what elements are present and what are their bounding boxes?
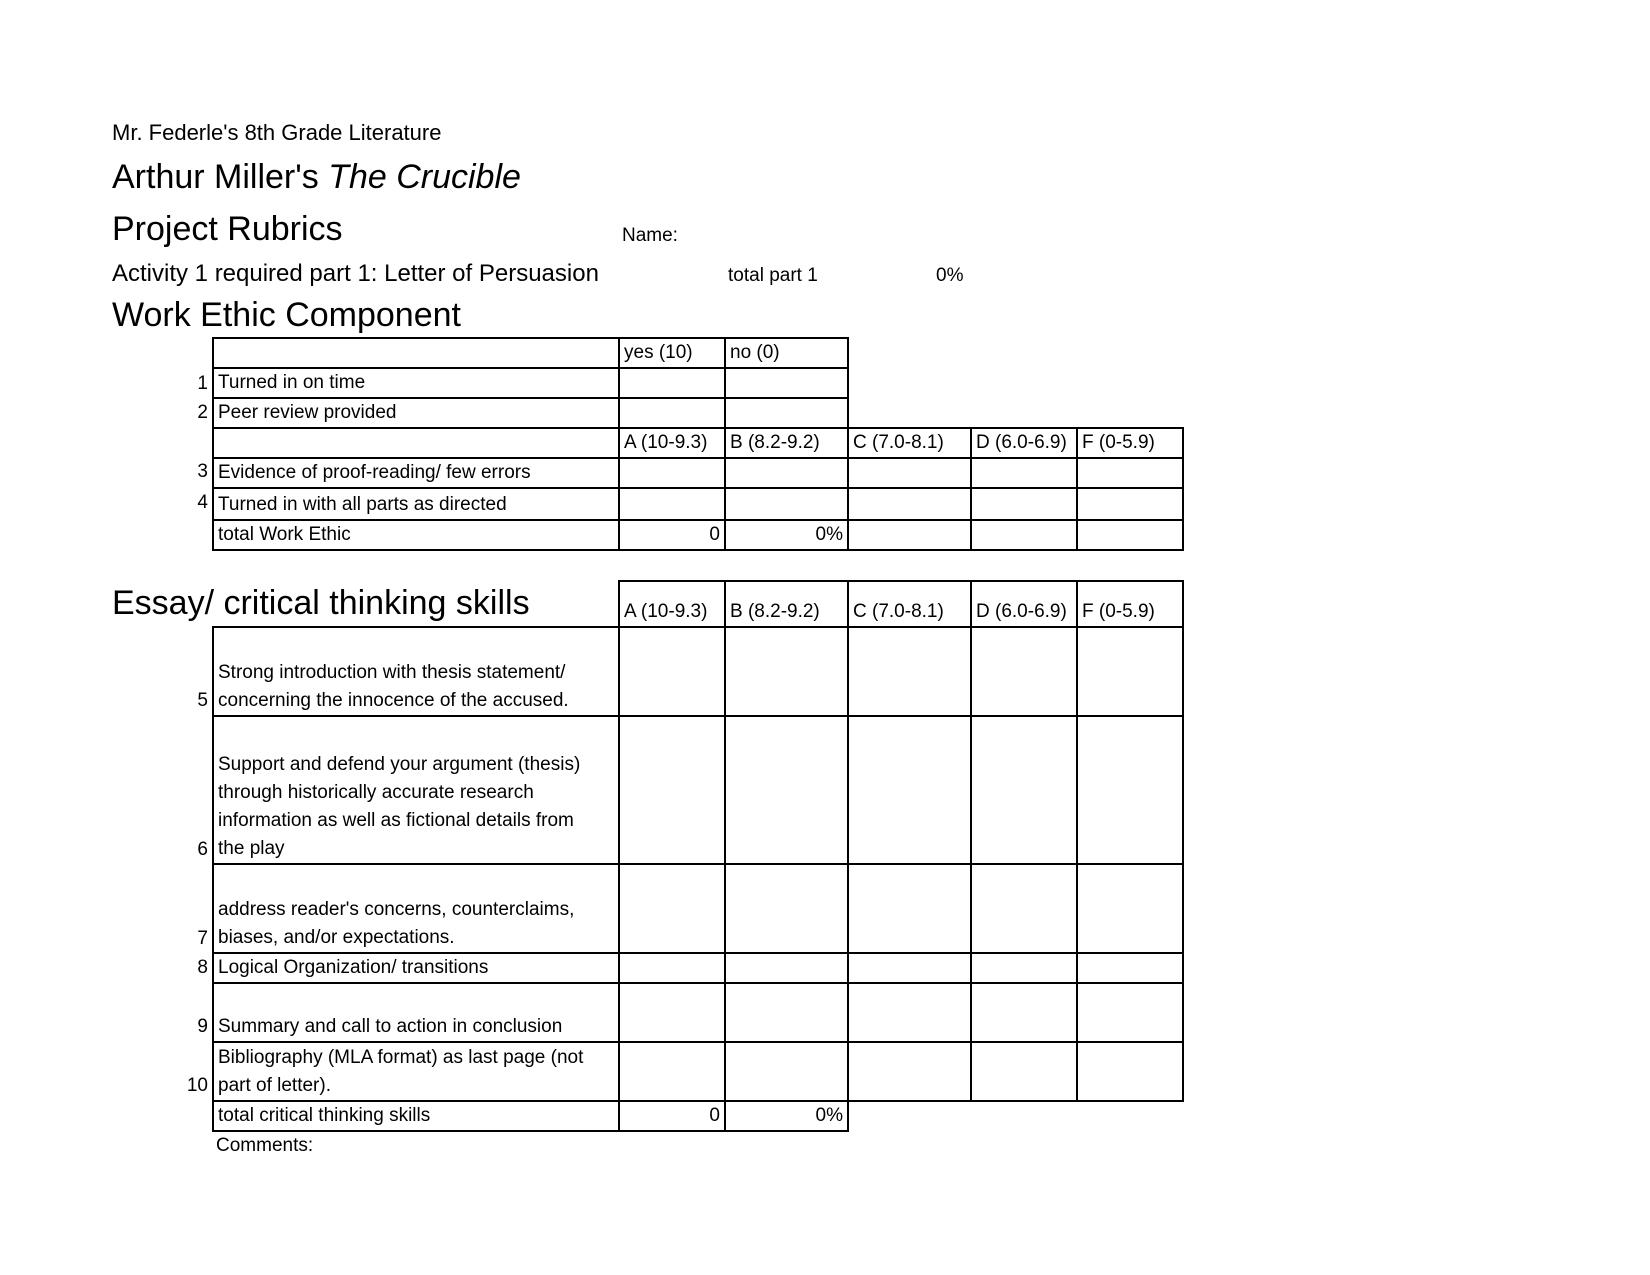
score-cell[interactable] <box>725 398 848 428</box>
grade-header: C (7.0-8.1) <box>848 428 971 458</box>
score-cell[interactable] <box>848 983 971 1042</box>
score-cell[interactable] <box>971 627 1077 716</box>
table-row <box>213 398 1183 428</box>
score-cell[interactable] <box>619 458 725 488</box>
criterion-label <box>213 864 619 953</box>
score-cell[interactable] <box>1077 864 1183 953</box>
criterion-line: part of letter). <box>218 1075 331 1096</box>
criterion-line: Bibliography (MLA format) as last page (not <box>218 1047 584 1068</box>
table-row <box>213 1042 1183 1101</box>
criterion-label <box>213 1042 619 1101</box>
score-cell[interactable] <box>725 368 848 398</box>
grade-header: D (6.0-6.9) <box>971 581 1077 627</box>
score-cell[interactable] <box>848 627 971 716</box>
table-cell <box>213 428 619 458</box>
page-title <box>112 160 521 194</box>
table-row <box>213 520 1183 550</box>
table-row <box>213 716 1183 864</box>
score-cell[interactable] <box>1077 627 1183 716</box>
subtitle: Project Rubrics <box>112 210 343 248</box>
score-cell[interactable] <box>725 983 848 1042</box>
table-cell <box>213 338 619 368</box>
table-row <box>213 1101 1183 1131</box>
criterion-label: Turned in on time <box>213 368 619 398</box>
criterion-label <box>213 627 619 716</box>
score-cell[interactable] <box>725 488 848 520</box>
table-row <box>213 627 1183 716</box>
score-cell[interactable] <box>619 368 725 398</box>
row-number: 1 <box>197 373 208 394</box>
score-cell[interactable] <box>848 1042 971 1101</box>
table-cell <box>1077 520 1183 550</box>
criterion-line: through historically accurate research <box>218 782 534 803</box>
table-cell <box>848 520 971 550</box>
score-cell[interactable] <box>1077 488 1183 520</box>
table-row <box>619 581 1183 627</box>
score-cell[interactable] <box>848 716 971 864</box>
score-cell[interactable] <box>619 488 725 520</box>
title-prefix: Arthur Miller's <box>112 158 329 196</box>
grade-header: D (6.0-6.9) <box>971 428 1077 458</box>
row-number: 2 <box>197 402 208 423</box>
criterion-line: Strong introduction with thesis statement/ <box>218 662 566 683</box>
criterion-label: Logical Organization/ transitions <box>213 953 619 983</box>
grade-header: F (0-5.9) <box>1077 428 1183 458</box>
row-number: 6 <box>197 839 208 860</box>
criterion-line: information as well as fictional details from <box>218 810 574 831</box>
essay-heading: Essay/ critical thinking skills <box>112 584 530 622</box>
grade-header: A (10-9.3) <box>619 428 725 458</box>
score-cell[interactable] <box>848 953 971 983</box>
name-label: Name: <box>622 225 678 246</box>
grade-header: B (8.2-9.2) <box>725 581 848 627</box>
total-points: 0 <box>619 520 725 550</box>
score-cell[interactable] <box>619 1042 725 1101</box>
score-cell[interactable] <box>619 398 725 428</box>
comments-label: Comments: <box>216 1135 314 1156</box>
total-points: 0 <box>619 1101 725 1131</box>
score-cell[interactable] <box>619 953 725 983</box>
score-cell[interactable] <box>619 864 725 953</box>
score-cell[interactable] <box>725 1042 848 1101</box>
course-title: Mr. Federle's 8th Grade Literature <box>112 120 442 145</box>
score-cell[interactable] <box>848 458 971 488</box>
criterion-line: biases, and/or expectations. <box>218 927 455 948</box>
row-number: 3 <box>197 461 208 482</box>
table-row <box>213 488 1183 520</box>
criterion-label: Turned in with all parts as directed <box>213 488 619 520</box>
score-cell[interactable] <box>971 458 1077 488</box>
criterion-label: Summary and call to action in conclusion <box>213 983 619 1042</box>
score-cell[interactable] <box>1077 716 1183 864</box>
row-number: 10 <box>186 1075 208 1096</box>
criterion-line: concerning the innocence of the accused. <box>218 690 569 711</box>
score-cell[interactable] <box>725 953 848 983</box>
score-cell[interactable] <box>619 627 725 716</box>
score-cell[interactable] <box>971 953 1077 983</box>
grade-header: F (0-5.9) <box>1077 581 1183 627</box>
table-row <box>213 953 1183 983</box>
criterion-line: the play <box>218 838 285 859</box>
grade-header: A (10-9.3) <box>619 581 725 627</box>
row-number: 9 <box>197 1016 208 1037</box>
criterion-label: Evidence of proof-reading/ few errors <box>213 458 619 488</box>
table-row <box>213 338 1183 368</box>
activity-title: Activity 1 required part 1: Letter of Persuasion <box>112 260 599 287</box>
title-italic: The Crucible <box>328 158 521 196</box>
yes-header: yes (10) <box>619 338 725 368</box>
score-cell[interactable] <box>971 1042 1077 1101</box>
total-label: total critical thinking skills <box>213 1101 619 1131</box>
score-cell[interactable] <box>971 864 1077 953</box>
score-cell[interactable] <box>725 458 848 488</box>
work-ethic-table <box>212 337 1184 551</box>
table-row <box>213 428 1183 458</box>
criterion-label <box>213 716 619 864</box>
total-percent: 0% <box>725 1101 848 1131</box>
table-row <box>213 368 1183 398</box>
table-row <box>213 983 1183 1042</box>
score-cell[interactable] <box>971 488 1077 520</box>
table-cell <box>971 520 1077 550</box>
score-cell[interactable] <box>1077 953 1183 983</box>
total-part-label: total part 1 <box>728 265 818 286</box>
grade-header: B (8.2-9.2) <box>725 428 848 458</box>
score-cell[interactable] <box>1077 1042 1183 1101</box>
table-row <box>213 864 1183 953</box>
score-cell[interactable] <box>848 864 971 953</box>
work-ethic-heading: Work Ethic Component <box>112 296 461 334</box>
essay-table <box>212 626 1184 1132</box>
criterion-label: Peer review provided <box>213 398 619 428</box>
score-cell[interactable] <box>725 716 848 864</box>
total-label: total Work Ethic <box>213 520 619 550</box>
row-number: 8 <box>197 957 208 978</box>
no-header: no (0) <box>725 338 848 368</box>
table-row <box>213 458 1183 488</box>
criterion-line: address reader's concerns, counterclaims, <box>218 899 575 920</box>
score-cell[interactable] <box>971 716 1077 864</box>
criterion-line: Support and defend your argument (thesis) <box>218 754 581 775</box>
total-percent: 0% <box>725 520 848 550</box>
row-number: 5 <box>197 690 208 711</box>
score-cell[interactable] <box>848 488 971 520</box>
score-cell[interactable] <box>1077 458 1183 488</box>
score-cell[interactable] <box>971 983 1077 1042</box>
grade-header: C (7.0-8.1) <box>848 581 971 627</box>
score-cell[interactable] <box>1077 983 1183 1042</box>
total-part-value: 0% <box>936 265 964 286</box>
score-cell[interactable] <box>619 716 725 864</box>
score-cell[interactable] <box>619 983 725 1042</box>
row-number: 4 <box>197 492 208 513</box>
essay-grade-header <box>618 580 1184 628</box>
score-cell[interactable] <box>725 627 848 716</box>
row-number: 7 <box>197 928 208 949</box>
score-cell[interactable] <box>725 864 848 953</box>
